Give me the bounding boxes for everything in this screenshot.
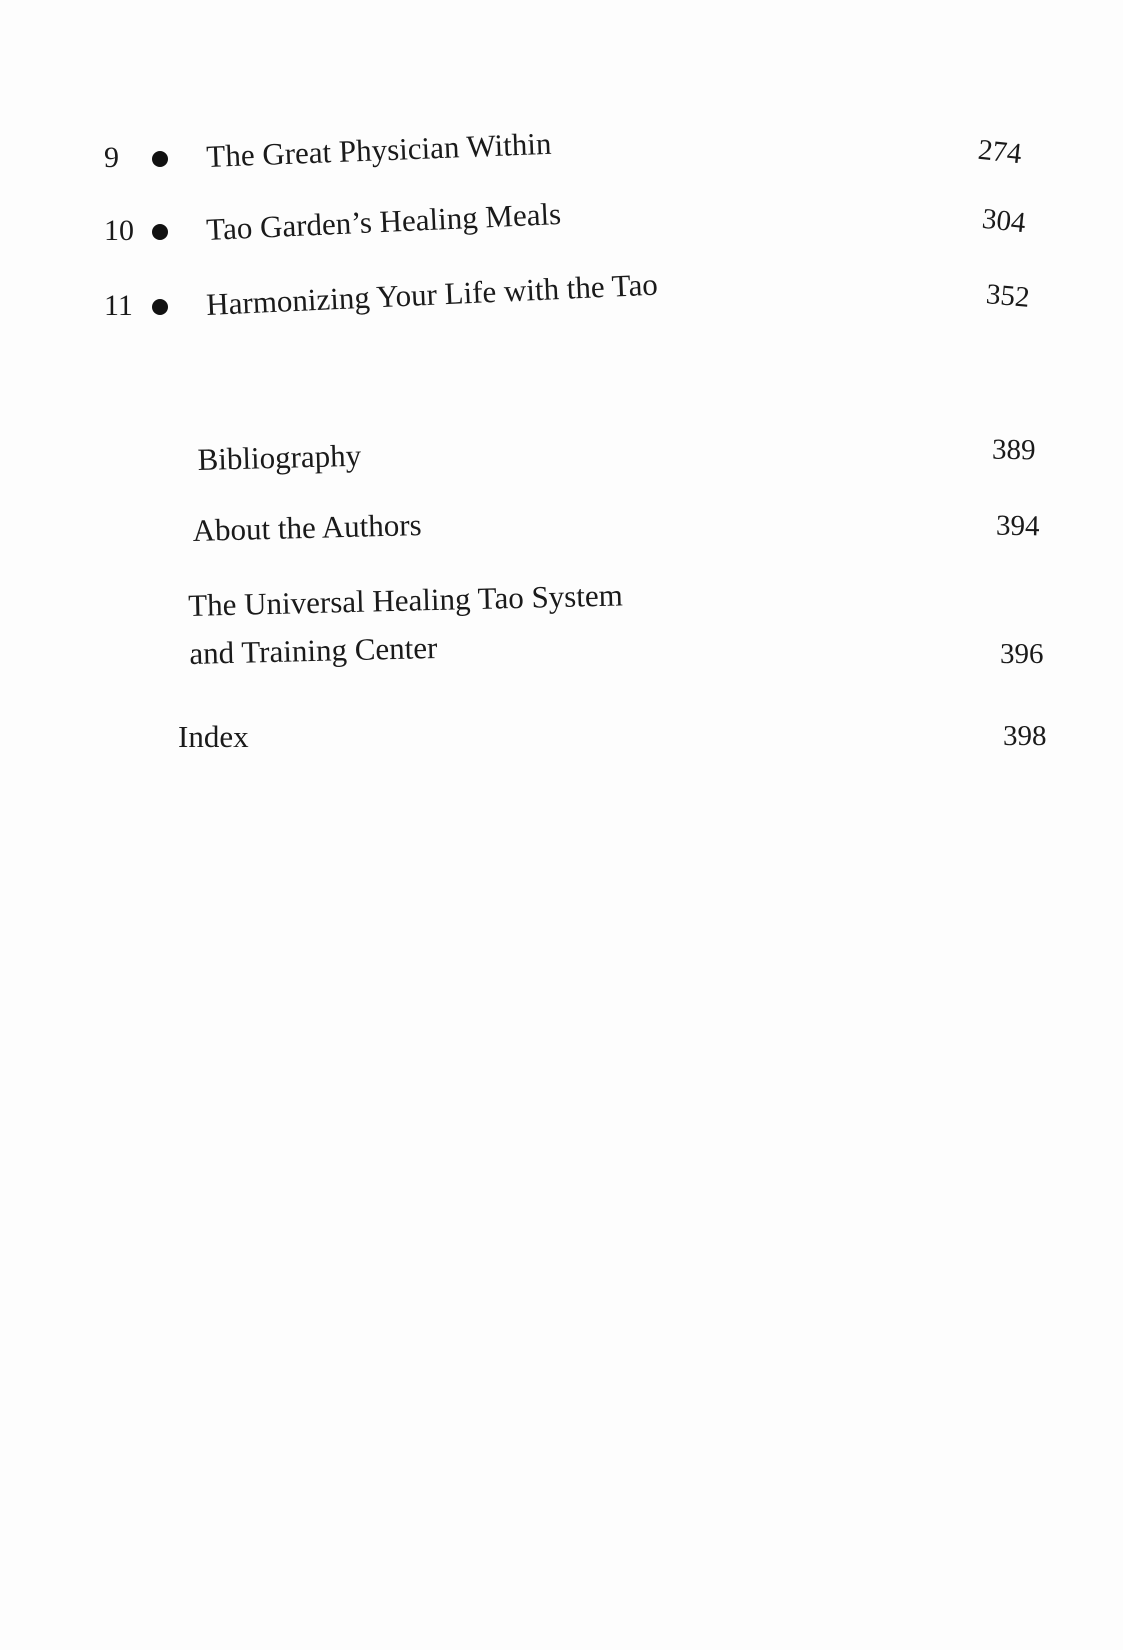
chapter-title: Tao Garden’s Healing Meals [205, 195, 562, 247]
training-center-page-number: 396 [1000, 638, 1044, 670]
bullet-icon [152, 151, 168, 167]
bullet-icon [152, 224, 168, 240]
toc-chapter-row [0, 125, 1123, 203]
training-center-title-line1: The Universal Healing Tao System [187, 577, 624, 624]
chapter-number: 11 [104, 289, 133, 322]
index-page-number: 398 [1003, 720, 1047, 752]
chapter-number: 10 [104, 214, 134, 247]
chapter-page-number: 352 [984, 278, 1031, 314]
bibliography-title: Bibliography [197, 437, 362, 477]
chapter-title: The Great Physician Within [205, 125, 552, 174]
chapter-title: Harmonizing Your Life with the Tao [205, 266, 659, 322]
chapter-number: 9 [104, 141, 119, 174]
toc-chapter-row [0, 266, 1123, 351]
index-title: Index [178, 719, 249, 754]
chapter-page-number: 274 [976, 133, 1024, 171]
about-authors-title: About the Authors [192, 507, 423, 548]
bibliography-page-number: 389 [991, 433, 1036, 467]
toc-chapter-row [0, 195, 1123, 276]
training-center-title [188, 571, 625, 678]
about-authors-page-number: 394 [995, 509, 1040, 543]
training-center-title-line2: and Training Center [188, 629, 438, 672]
chapter-page-number: 304 [980, 202, 1028, 240]
bullet-icon [152, 299, 168, 315]
